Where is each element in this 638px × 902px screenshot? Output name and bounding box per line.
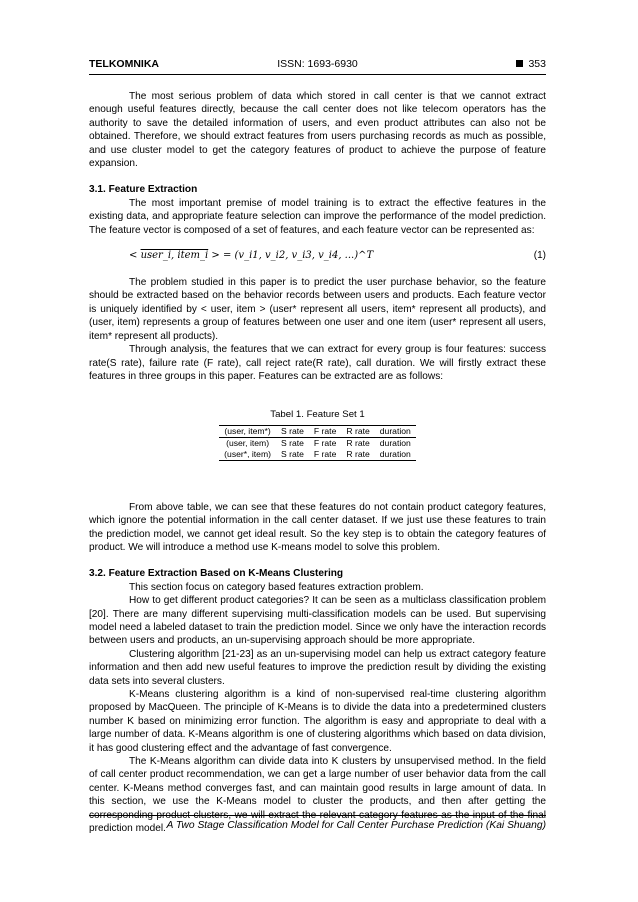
section-heading-3-1: 3.1. Feature Extraction — [89, 184, 198, 196]
paragraph: This section focus on category based features extraction problem. — [129, 581, 424, 593]
page-header — [89, 56, 546, 75]
equation-1 — [89, 249, 546, 263]
table-cell: F rate — [313, 437, 337, 448]
paragraph: From above table, we can see that these features do not contain product category features, which ignore the potential information in the call center dataset. If we just use these features to train the prediction model, we cannot get ideal result. So the key step is to obtain the category features of product. We will introduce a method use K-means model to solve this problem. — [89, 501, 546, 553]
equation-number: (1) — [533, 250, 546, 262]
table-cell: R rate — [346, 437, 370, 448]
paragraph: How to get different product categories? It can be seen as a multiclass classification problem [20]. There are many different supervising multi-classification models can be used. But supervising model need a labeled dataset to train the prediction model. Since we only have the interaction records between users and products, an un-supervising approach should be more appropriate. — [89, 595, 546, 647]
feature-table — [219, 425, 416, 461]
table-cell: R rate — [341, 425, 374, 437]
table-cell: F rate — [309, 425, 341, 437]
table-cell: (user, item*) — [219, 425, 276, 437]
table-cell: (user, item) — [226, 437, 270, 448]
table-cell: (user*, item) — [224, 448, 271, 459]
eq-rhs: (v_i1, v_i2, v_i3, v_i4, ...)^T — [234, 250, 374, 262]
table-cell: S rate — [276, 425, 309, 437]
paragraph: Through analysis, the features that we can extract for every group is four features: success rate(S rate), failure rate (F rate), call reject rate(R rate), call duration. We will firstly extract these features in three groups in this paper. Features can be extracted are as follows: — [89, 344, 546, 382]
paragraph: K-Means clustering algorithm is a kind of non-supervised real-time clustering algorithm proposed by MacQueen. The principle of K-Means is to divide the data into a predetermined clusters number K based on minimizing error function. The algorithm is easy and appropriate to deal with a large number of data. K-Means algorithm is one of clustering algorithms which based on data division, it has good clustering effect and the advantage of fast convergence. — [89, 689, 546, 754]
table-row — [219, 449, 416, 461]
page-body — [89, 90, 546, 835]
section-heading-3-2: 3.2. Feature Extraction Based on K-Means Clustering — [89, 568, 344, 580]
table-cell: F rate — [313, 448, 337, 459]
equation-expression — [129, 249, 373, 262]
eq-close: > = — [208, 250, 235, 262]
paragraph: The most important premise of model training is to extract the effective features in the existing data, and appropriate feature selection can improve the performance of the model prediction. The feature vector is composed of a set of features, and each feature vector can be represented as: — [89, 197, 546, 236]
table-cell: R rate — [346, 448, 370, 459]
eq-open: < — [129, 250, 141, 262]
table-cell: S rate — [280, 448, 304, 459]
page-footer: A Two Stage Classification Model for Call Center Purchase Prediction (Kai Shuang) — [89, 815, 546, 831]
table-cell: S rate — [280, 437, 304, 448]
intro-paragraph: The most serious problem of data which stored in call center is that we cannot extract enough useful features directly, because the call center does not like telecom operators has the authority to save the detailed information of users, and even product attributes can also not be obtained. Therefore, we should extract features from users purchasing records as much as possible, and use cluster model to get the category features of product to achieve the purpose of feature expansion. — [89, 91, 546, 170]
paragraph: The K-Means algorithm can divide data into K clusters by unsupervised method. In the field of call center product recommendation, we can get a large number of user behavior data from the call center. K-Means method converges fast, and can maintain good results in large amount of data. In this section, we use the K-Means model to cluster the products, and then after getting the corresponding product clusters, we will extract the relevant category features as the input of the final prediction model. — [89, 756, 546, 835]
journal-name: TELKOMNIKA — [89, 58, 159, 70]
table-cell: duration — [379, 448, 411, 459]
page-number: 353 — [528, 58, 546, 70]
square-bullet-icon — [516, 60, 523, 67]
paragraph: The problem studied in this paper is to predict the user purchase behavior, so the feature should be extracted based on the behavior records between users and products. Each feature vector is uniquely identified by < user, item > (user* represent all users, item* represent all products), and (user, item) represents a group of features between one user and one item (user* represent all users, item* represent all products). — [89, 277, 546, 342]
table-caption: Tabel 1. Feature Set 1 — [270, 409, 365, 421]
table-cell: duration — [375, 425, 416, 437]
issn: ISSN: 1693-6930 — [277, 58, 358, 70]
page-number-block — [516, 58, 546, 70]
table-cell: duration — [379, 437, 411, 448]
paragraph: Clustering algorithm [21-23] as an un-supervising model can help us extract category feature information and then add new useful features to improve the prediction result by dividing the existing data sets into several clusters. — [89, 648, 546, 687]
table-row — [219, 437, 416, 449]
table-row — [219, 425, 416, 437]
eq-vector: user_i, item_i — [140, 250, 209, 262]
